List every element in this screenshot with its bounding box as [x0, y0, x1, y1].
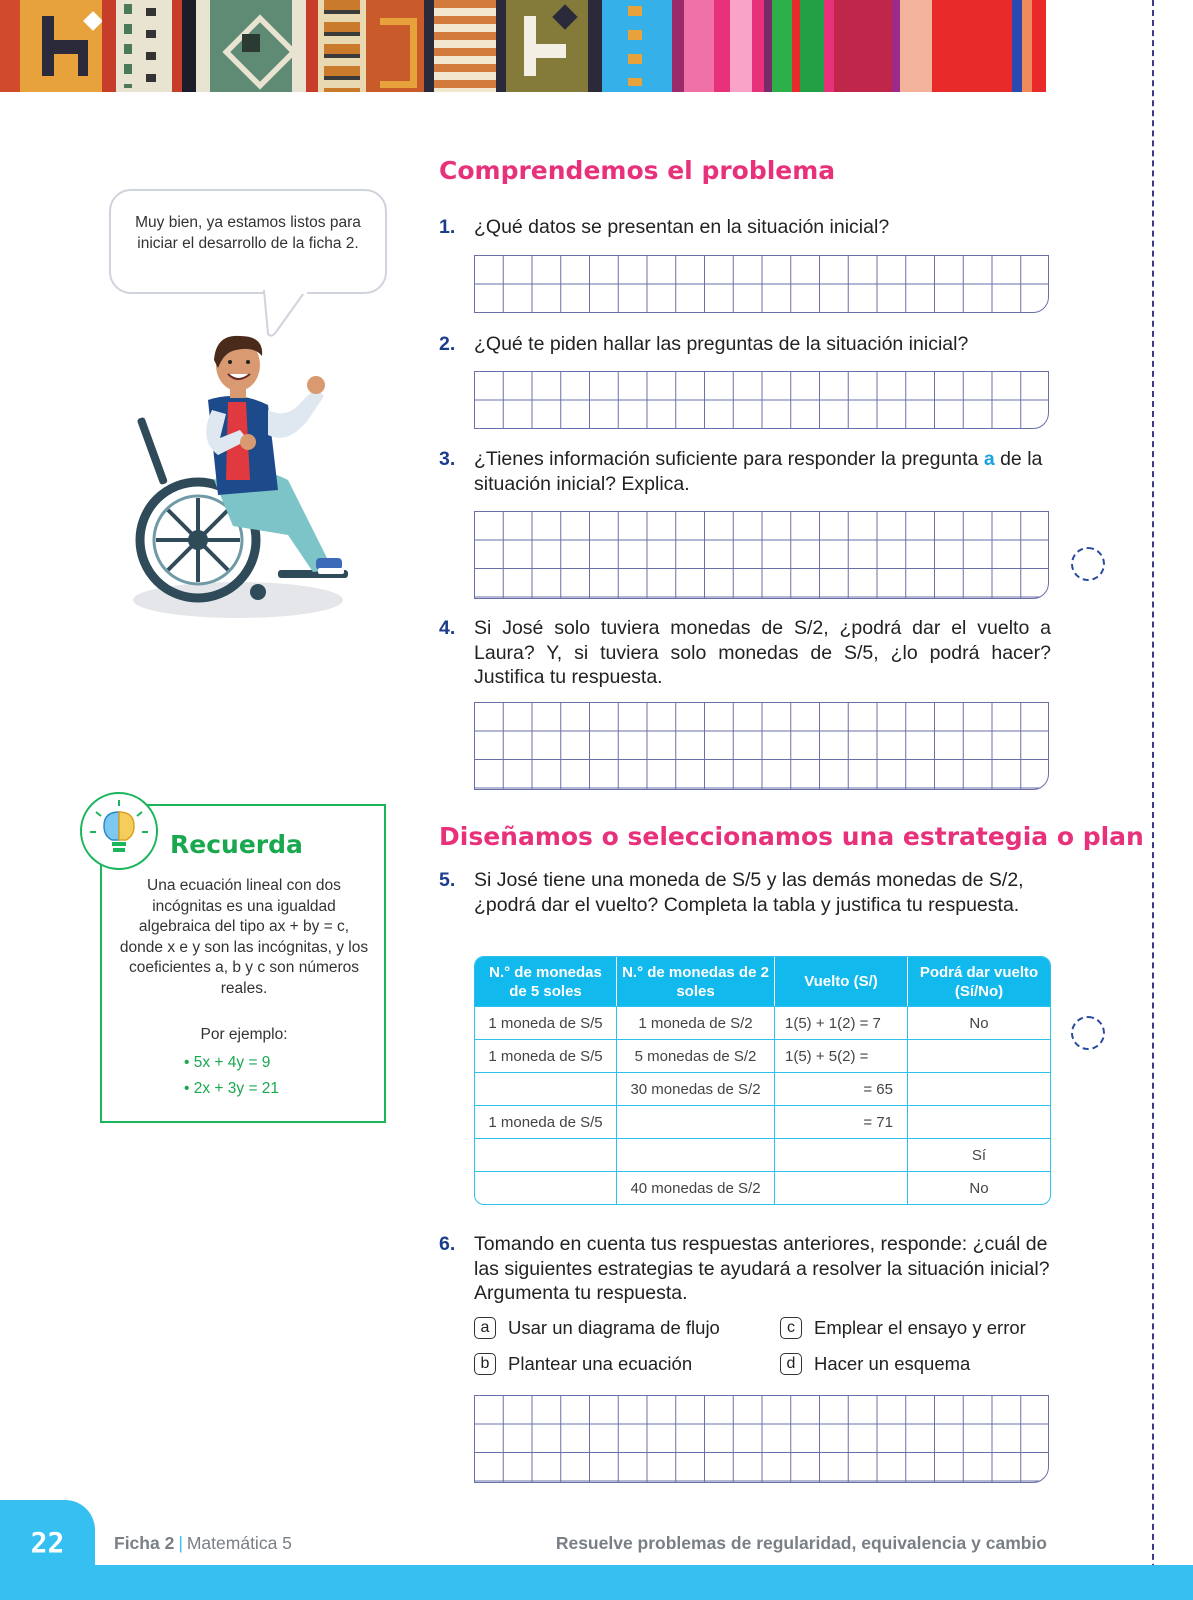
option-c[interactable]: [780, 1317, 1026, 1339]
table-cell: 30 monedas de S/2: [617, 1072, 775, 1105]
footer-bar: [0, 1565, 1193, 1600]
decorative-textile-banner: [0, 0, 1193, 92]
table-row: [475, 1072, 1050, 1105]
question-number: 5.: [439, 869, 456, 891]
answer-grid-6[interactable]: [474, 1395, 1049, 1483]
table-cell: No: [908, 1171, 1050, 1204]
cut-line: [1152, 0, 1154, 1600]
table-cell[interactable]: 1(5) + 5(2) =: [775, 1039, 908, 1072]
page-number: 22: [30, 1526, 65, 1559]
table-row: [475, 1105, 1050, 1138]
recuerda-title: Recuerda: [170, 830, 303, 859]
question-text-part: ¿Tienes información suficiente para responder la pregunta: [474, 448, 984, 470]
option-text: Emplear el ensayo y error: [814, 1317, 1026, 1338]
table-cell: 1 moneda de S/5: [475, 1006, 617, 1039]
question-number: 6.: [439, 1233, 456, 1255]
option-b[interactable]: [474, 1353, 692, 1375]
speech-bubble-text: Muy bien, ya estamos listos para iniciar el desarrollo de la ficha 2.: [135, 214, 361, 252]
option-letter-box: b: [474, 1353, 496, 1375]
footer-competency: Resuelve problemas de regularidad, equivalencia y cambio: [555, 1533, 1047, 1553]
question-2: [439, 332, 1051, 357]
option-letter-box: d: [780, 1353, 802, 1375]
punch-hole-mark: [1071, 547, 1105, 581]
question-text: ¿Qué te piden hallar las preguntas de la situación inicial?: [474, 333, 969, 355]
table-header-row: [475, 957, 1050, 1006]
footer-subject: Matemática 5: [186, 1533, 292, 1553]
question-3: [439, 447, 1051, 496]
question-text: ¿Qué datos se presentan en la situación inicial?: [474, 216, 890, 238]
table-header: Vuelto (S/): [775, 957, 908, 1006]
option-text: Plantear una ecuación: [508, 1353, 693, 1374]
question-4: [439, 616, 1051, 690]
speech-bubble: [109, 189, 387, 294]
footer-ficha-label: Ficha 2: [114, 1533, 175, 1553]
table-cell[interactable]: [775, 1138, 908, 1171]
option-text: Hacer un esquema: [814, 1353, 971, 1374]
table-cell[interactable]: = 65: [775, 1072, 908, 1105]
question-number: 2.: [439, 333, 456, 355]
question-number: 3.: [439, 448, 456, 470]
answer-grid-3[interactable]: [474, 511, 1049, 599]
table-row: [475, 1171, 1050, 1204]
table-cell[interactable]: [775, 1171, 908, 1204]
brain-lightbulb-icon: [80, 792, 158, 870]
table-row: [475, 1039, 1050, 1072]
table-cell: Sí: [908, 1138, 1050, 1171]
table-cell: 1 moneda de S/2: [617, 1006, 775, 1039]
table-header: N.° de monedas de 2 soles: [617, 957, 775, 1006]
question-text: [474, 447, 1051, 496]
answer-grid-4[interactable]: [474, 702, 1049, 790]
option-letter-box: a: [474, 1317, 496, 1339]
punch-hole-mark: [1071, 1016, 1105, 1050]
recuerda-body: Una ecuación lineal con dos incógnitas es una igualdad algebraica del tipo ax + by = c, donde x e y son las incógnitas, y los coeficientes a, b y c son números reales.: [119, 877, 369, 997]
question-text: Tomando en cuenta tus respuestas anteriores, responde: ¿cuál de las siguientes estrategias te ayudará a resolver la situación inicial? Argumenta tu respuesta.: [474, 1233, 1050, 1304]
question-number: 4.: [439, 617, 456, 639]
question-text: Si José solo tuviera monedas de S/2, ¿podrá dar el vuelto a Laura? Y, si tuviera solo monedas de S/5, ¿lo podrá hacer? Justifica tu respuesta.: [474, 617, 1051, 688]
table-header: Podrá dar vuelto (Sí/No): [908, 957, 1050, 1006]
table-cell: 40 monedas de S/2: [617, 1171, 775, 1204]
question-highlight-letter: a: [983, 448, 995, 470]
recuerda-example: • 2x + 3y = 21: [184, 1076, 279, 1102]
table-cell[interactable]: [475, 1072, 617, 1105]
table-cell: 5 monedas de S/2: [617, 1039, 775, 1072]
table-cell[interactable]: [908, 1072, 1050, 1105]
option-letter-box: c: [780, 1317, 802, 1339]
table-cell[interactable]: [908, 1039, 1050, 1072]
table-header: N.° de monedas de 5 soles: [475, 957, 617, 1006]
question-number: 1.: [439, 216, 456, 238]
table-cell[interactable]: [475, 1171, 617, 1204]
recuerda-example: • 5x + 4y = 9: [184, 1050, 279, 1076]
table-cell[interactable]: [908, 1105, 1050, 1138]
answer-grid-2[interactable]: [474, 371, 1049, 429]
table-cell[interactable]: = 71: [775, 1105, 908, 1138]
question-5: [439, 868, 1051, 917]
question-text-part: de la situación inicial? Explica.: [474, 448, 1043, 495]
table-cell: 1 moneda de S/5: [475, 1105, 617, 1138]
recuerda-example-label: Por ejemplo:: [200, 1026, 288, 1043]
student-wheelchair-illustration: [128, 330, 358, 630]
table-row: [475, 1006, 1050, 1039]
section-title-disenamos: Diseñamos o seleccionamos una estrategia o plan: [439, 822, 1144, 851]
footer-ficha: [114, 1533, 292, 1554]
table-cell[interactable]: [617, 1138, 775, 1171]
answer-grid-1[interactable]: [474, 255, 1049, 313]
section-title-comprendemos: Comprendemos el problema: [439, 156, 836, 185]
recuerda-examples: [184, 1050, 279, 1102]
table-cell[interactable]: [475, 1138, 617, 1171]
footer-separator: |: [178, 1533, 183, 1553]
question-text: Si José tiene una moneda de S/5 y las demás monedas de S/2, ¿podrá dar el vuelto? Completa la tabla y justifica tu respuesta.: [474, 869, 1024, 916]
question-1: [439, 215, 1051, 240]
option-a[interactable]: [474, 1317, 720, 1339]
table-cell: 1 moneda de S/5: [475, 1039, 617, 1072]
table-cell: 1(5) + 1(2) = 7: [775, 1006, 908, 1039]
table-row: [475, 1138, 1050, 1171]
vuelto-table: [474, 956, 1051, 1205]
question-6: [439, 1232, 1051, 1306]
table-cell: No: [908, 1006, 1050, 1039]
option-text: Usar un diagrama de flujo: [508, 1317, 720, 1338]
table-cell[interactable]: [617, 1105, 775, 1138]
option-d[interactable]: [780, 1353, 970, 1375]
